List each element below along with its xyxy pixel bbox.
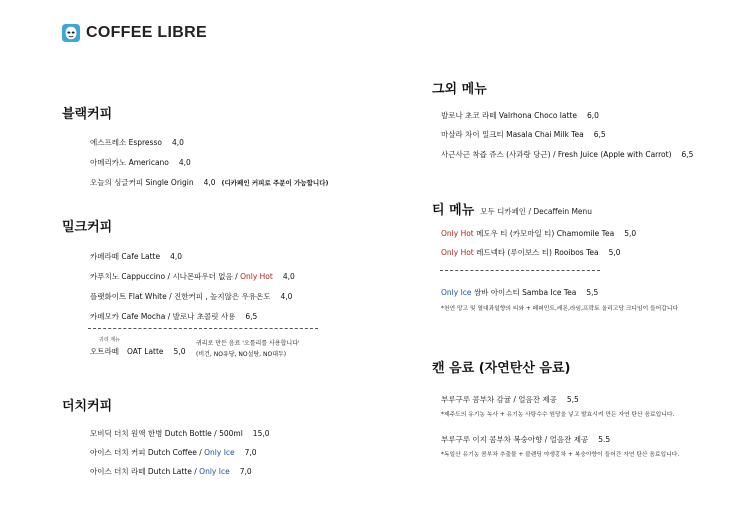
section-title-milk-coffee: 밀크커피 bbox=[62, 220, 113, 235]
menu-item: 사근사근 착즙 쥬스 (사과랑 당근) / Fresh Juice (Apple with Carrot) 6,5 bbox=[441, 150, 694, 159]
dashed-divider bbox=[88, 328, 318, 329]
menu-item: Only Hot 메도우 티 (카모마일 티) Chamomile Tea 5,0 bbox=[441, 229, 637, 238]
brand-name: COFFEE LIBRE bbox=[86, 24, 207, 41]
section-title-other-menu: 그외 메뉴 bbox=[432, 82, 487, 97]
menu-item-oat-latte: 오트라떼 OAT Latte 5,0 bbox=[90, 347, 186, 356]
menu-item: 아이스 더치 커피 Dutch Coffee / Only Ice 7,0 bbox=[90, 448, 257, 457]
menu-item: 아이스 더치 라떼 Dutch Latte / Only Ice 7,0 bbox=[90, 467, 252, 476]
brand-logo bbox=[62, 24, 207, 42]
section-title-dutch-coffee: 더치커피 bbox=[62, 399, 113, 414]
menu-item: 카페라떼 Cafe Latte 4,0 bbox=[90, 252, 183, 261]
oat-note: 귀리로 만든 음료 '오틀리를 사용합니다' (비건, NO유당, NO설탕, NO대두) bbox=[196, 340, 300, 358]
kombucha-note: *제주도의 유기농 녹사 + 유기농 사탕수수 원당을 넣고 발효시켜 만든 자연 탄산 음료입니다. bbox=[441, 412, 675, 418]
decaf-note: (디카페인 커피로 주문이 가능합니다) bbox=[221, 179, 329, 187]
ice-tea-note: *천연 망고 및 열대과일향의 티와 + 페퍼민트,레몬,라임,프락토 올리고당 크디임이 들어갑니다 bbox=[441, 306, 679, 312]
section-title-black-coffee: 블랙커피 bbox=[62, 107, 113, 122]
dashed-divider bbox=[440, 270, 600, 271]
menu-item: 플랫화이트 Flat White / 진한커피 , 높지않은 우유온도 4,0 bbox=[90, 292, 293, 301]
luchador-mask-icon bbox=[62, 24, 80, 42]
menu-item: 카페모카 Cafe Mocha / 발로나 초콜릿 사용 6,5 bbox=[90, 312, 258, 321]
menu-item: 아메리카노 Americano 4,0 bbox=[90, 158, 191, 167]
menu-item: 부루구루 콤부차 감귤 / 얼음잔 제공 5,5 bbox=[441, 395, 579, 404]
menu-item: Only Ice 쌈바 아이스티 Samba Ice Tea 5,5 bbox=[441, 288, 599, 297]
menu-item: 에스프레소 Espresso 4,0 bbox=[90, 138, 184, 147]
menu-item: Only Hot 레드넥타 (루이보스 티) Rooibos Tea 5,0 bbox=[441, 248, 621, 257]
menu-item: 카푸치노 Cappuccino / 시나몬파우더 없음 / Only Hot 4,0 bbox=[90, 272, 295, 281]
menu-item: 부루구루 이지 콤부차 복숭아향 / 얼음잔 제공 5.5 bbox=[441, 435, 611, 444]
kombucha-note: *독일산 유기농 콤부차 추출물 + 블렌딩 야생홍차 + 복숭아향이 들어간 자연 탄산 음료입니다. bbox=[441, 452, 680, 458]
oat-kicker: 귀리 제뉴 bbox=[99, 337, 120, 343]
menu-item: 모비딕 더치 원액 한병 Dutch Bottle / 500ml 15,0 bbox=[90, 429, 270, 438]
section-title-tea-menu: 티 메뉴 모두 디카페인 / Decaffein Menu bbox=[432, 203, 593, 218]
menu-item: 마살라 차이 밀크티 Masala Chai Milk Tea 6,5 bbox=[441, 130, 606, 139]
menu-item: 오늘의 싱글커피 Single Origin 4,0 (디카페인 커피로 주문이 가능합니다) bbox=[90, 178, 329, 187]
section-title-can-drinks: 캔 음료 (자연탄산 음료) bbox=[432, 361, 571, 376]
tea-menu-subtitle: 모두 디카페인 / Decaffein Menu bbox=[480, 207, 593, 216]
menu-item: 발로나 초코 라떼 Valrhona Choco latte 6,0 bbox=[441, 111, 599, 120]
